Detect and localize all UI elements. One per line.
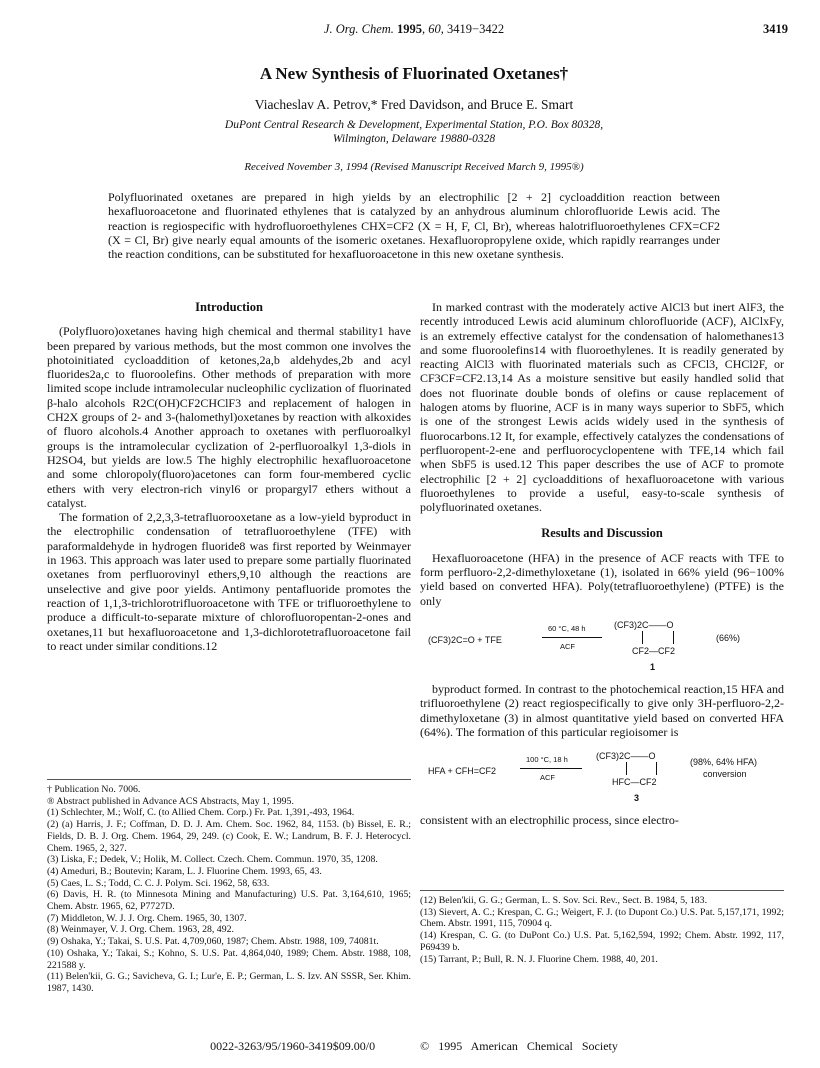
journal-year: 1995 [397, 22, 423, 36]
received-dates: Received November 3, 1994 (Revised Manuscript Received March 9, 1995®) [244, 161, 584, 173]
footnote: (10) Oshaka, Y.; Takai, S.; Kohno, S. U.S. Pat. 4,864,040, 1989; Chem. Abstr. 1988, 108, 221588 y. [47, 947, 411, 971]
results-heading: Results and Discussion [541, 526, 663, 541]
footnote: (14) Krespan, C. G. (to DuPont Co.) U.S. Pat. 5,162,594, 1992; Chem. Abstr. 1992, 117, P69439 b. [420, 930, 784, 953]
scheme1-yield: (66%) [716, 632, 741, 643]
author-list: Viacheslav A. Petrov,* Fred Davidson, and Bruce E. Smart [254, 97, 574, 112]
scheme2-product-top: (CF3)2C——O [596, 751, 656, 762]
footnote: (6) Davis, H. R. (to Minnesota Mining and Manufacturing) U.S. Pat. 3,164,610, 1965; Chem. Abstr. 1965, 62, P7727D. [47, 889, 411, 913]
right-column [420, 300, 784, 827]
compound-number-3: 3 [634, 793, 640, 804]
footnote: † Publication No. 7006. [47, 784, 141, 795]
scheme2-yield-line-2: conversion [703, 769, 747, 780]
scheme2-catalyst: ACF [540, 773, 555, 783]
footnote: (4) Ameduri, B.; Boutevin; Karam, L. J. Fluorine Chem. 1993, 65, 43. [47, 865, 322, 877]
footnote: (2) (a) Harris, J. F.; Coffman, D. D. J. Am. Chem. Soc. 1962, 84, 1153. (b) Bissel, E. R.; Fields, D. B. J. Org. Chem. 1964, 29, 249. (c) Cook, E. W.; Landrum, B. F. J. Heterocycl. Chem. 1965, 2, 327. [47, 819, 411, 854]
journal-name: J. Org. Chem. [323, 22, 394, 36]
intro-paragraph-1: (Polyfluoro)oxetanes having high chemical and thermal stability1 have been prepared by various methods, but the most common one involves the photoinitiated cycloaddition of ketones,2a,b aldehydes,2b and acyl fluorides2a,c to fluoroolefins. Other methods of preparation with more limited scope include intramolecular nucleophilic cyclization of fluorinated β-halo alcohols R2C(OH)CF2CHClF3 and replacement of halogen in CH2X groups of 2- and 3-(halomethyl)oxetanes by reaction with alkoxides of fluoro alcohols.4 Another approach to oxetanes with perfluoroalkyl groups is the intramolecular cyclization of 2-perfluoroalkyl 1,3-diols in H2SO4, but yields are low.5 The highly electrophilic hexafluoroacetone and some chloropoly(fluoro)acetones can form four-membered cyclic ethers with very electron-rich vinyl6 or propargyl7 ethers without a catalyst. [47, 324, 411, 510]
footnote: (5) Caes, L. S.; Todd, C. C. J. Polym. Sci. 1962, 58, 633. [47, 877, 270, 889]
scheme2-product-bottom: HFC—CF2 [612, 777, 657, 788]
scheme2-conditions: 100 °C, 18 h [526, 755, 568, 765]
affiliation-line-2: Wilmington, Delaware 19880-0328 [332, 133, 496, 145]
scheme1-product-top: (CF3)2C——O [614, 619, 674, 630]
results-paragraph-3: consistent with an electrophilic process, since electro- [420, 813, 679, 828]
journal-citation: J. Org. Chem. 1995, 60, 3419−3422 [323, 22, 505, 36]
copyright: © 1995 American Chemical Society [420, 1039, 618, 1053]
scheme1-bond-right [673, 631, 674, 644]
footnote: (13) Sievert, A. C.; Krespan, C. G.; Weigert, F. J. (to Dupont Co.) U.S. Pat. 5,157,171, 1992; Chem. Abstr. 1991, 115, 70904 q. [420, 906, 784, 930]
page-footer [40, 1039, 788, 1054]
intro-paragraph-2: The formation of 2,2,3,3-tetrafluorooxetane as a low-yield byproduct in the electrophilic condensation of tetrafluoroethylene (TFE) with paraformaldehyde in hydrogen fluoride8 was first reported by Weinmayer in 1963. This approach was later used to prepare some partially fluorinated oxetanes from perfluorovinyl ethers,9,10 although the reactions are unselective and give poor yields. Antimony pentafluoride promotes the reaction of 1,1,3-trichlorotrifluoroacetone with TFE or trifluoroethylene to produce a difficult-to-separate mixture of chlorofluoropentan-2-ones and oxetanes,11 but hexafluoroacetone and 1,3-dichlorotetrafluoroacetone fail to react under similar conditions.12 [47, 510, 411, 653]
scheme2-bond-right [656, 762, 657, 775]
scheme1-product-bottom: CF2—CF2 [632, 645, 676, 656]
scheme2-yield-line-1: (98%, 64% HFA) [690, 757, 758, 768]
affiliation [40, 118, 788, 146]
page-number: 3419 [763, 22, 788, 36]
abstract: Polyfluorinated oxetanes are prepared in high yields by an electrophilic [2 + 2] cycloaddition reaction between hexafluoroacetone and fluorinated ethylenes that is catalyzed by an anhydrous aluminum chlorofluoride Lewis acid. The reaction is regiospecific with hydrofluoroethylenes CHX=CF2 (X = H, F, Cl, Br), whereas halotrifluoroethylenes CFX=CF2 (X = Cl, Br) give nearly equal amounts of the isomeric oxetanes. Hexafluoropropylene oxide, which rapidly rearranges under the reaction conditions, can be substituted for hexafluoroacetone in this new oxetane synthesis. [108, 190, 720, 262]
scheme1-conditions: 60 °C, 48 h [548, 623, 586, 633]
footnote: (7) Middleton, W. J. J. Org. Chem. 1965, 30, 1307. [47, 912, 247, 924]
scheme1-bond-left [642, 631, 643, 644]
reaction-scheme-2 [420, 745, 784, 803]
footnote: (1) Schlechter, M.; Wolf, C. (to Allied Chem. Corp.) Fr. Pat. 1,391,-493, 1964. [47, 807, 355, 819]
scheme1-reactants: (CF3)2C=O + TFE [428, 634, 502, 645]
article-title: A New Synthesis of Fluorinated Oxetanes† [259, 64, 569, 83]
footnotes-left [47, 779, 411, 995]
footnote: (12) Belen'kii, G. G.; German, L. S. Sov. Sci. Rev., Sect. B. 1984, 5, 183. [420, 895, 708, 906]
right-paragraph-1: In marked contrast with the moderately active AlCl3 but inert AlF3, the recently introduced Lewis acid aluminum chlorofluoride (ACF), AlClxFy, is an extremely effective catalyst for the condensation of halomethanes13 and some fluoroolefins14 with fluoroethylenes. It is readily generated by reacting AlCl3 with fluorinated materials such as CFCl3, CHCl2F, or CF3CF=CF2.13,14 As a moisture sensitive but easily handled solid that does not fluorinate double bonds of olefins or cause replacement of halogen atoms by fluorine, ACF is in many ways superior to SbF5, which is one of the strongest Lewis acids widely used in the synthesis of fluorocarbons.12 It, for example, effectively catalyzes the condensations of perfluoropent-2-ene and perfluorocyclopentene with TFE,14 which fail when SbF5 is used.12 This paper describes the use of ACF to promote electrophilic [2 + 2] cycloadditions of hexafluoroacetone with various fluoroethylenes to provide a useful, easy-to-scale synthesis of polyfluorinated oxetanes. [420, 300, 784, 515]
footnote: (11) Belen'kii, G. G.; Savicheva, G. I.; Lur'e, E. P.; German, L. S. Izv. AN SSSR, Ser. Khim. 1987, 1430. [47, 971, 411, 994]
footnote: (9) Oshaka, Y.; Takai, S. U.S. Pat. 4,709,060, 1987; Chem. Abstr. 1988, 109, 74081t. [47, 936, 379, 948]
left-column [47, 300, 411, 653]
footnote: (3) Liska, F.; Dedek, V.; Holik, M. Collect. Czech. Chem. Commun. 1970, 35, 1208. [47, 854, 378, 866]
scheme2-arrow [520, 768, 582, 769]
results-paragraph-1: Hexafluoroacetone (HFA) in the presence of ACF reacts with TFE to form perfluoro-2,2-dimethyloxetane (1), isolated in 66% yield (96−100% yield based on converted HFA). Poly(tetrafluoroethylene) (PTFE) is the only [420, 550, 784, 608]
affiliation-line-1: DuPont Central Research & Development, Experimental Station, P.O. Box 80328, [224, 119, 604, 131]
footnote: (15) Tarrant, P.; Bull, R. N. J. Fluorine Chem. 1988, 40, 201. [420, 953, 658, 965]
footnote: (8) Weinmayer, V. J. Org. Chem. 1963, 28, 492. [47, 924, 234, 936]
footnotes-right [420, 890, 784, 965]
scheme1-arrow [542, 637, 602, 638]
compound-number-1: 1 [650, 661, 656, 672]
results-paragraph-2: byproduct formed. In contrast to the photochemical reaction,15 HFA and trifluoroethylene (2) react regiospecifically to give only 3H-perfluoro-2,2-dimethyloxetane (3) in almost quantitative yield based on converted HFA (64%). The formation of this particular regioisomer is [420, 681, 784, 739]
scheme2-reactants: HFA + CFH=CF2 [428, 766, 497, 777]
running-header [40, 22, 788, 40]
introduction-heading: Introduction [195, 300, 263, 314]
reaction-scheme-1 [420, 614, 784, 672]
footnote: ® Abstract published in Advance ACS Abstracts, May 1, 1995. [47, 795, 294, 807]
scheme1-catalyst: ACF [560, 641, 575, 651]
journal-pages: 3419−3422 [447, 22, 505, 36]
scheme2-bond-left [626, 762, 627, 775]
article-code: 0022-3263/95/1960-3419$09.00/0 [210, 1039, 376, 1053]
journal-volume: 60 [428, 22, 441, 36]
